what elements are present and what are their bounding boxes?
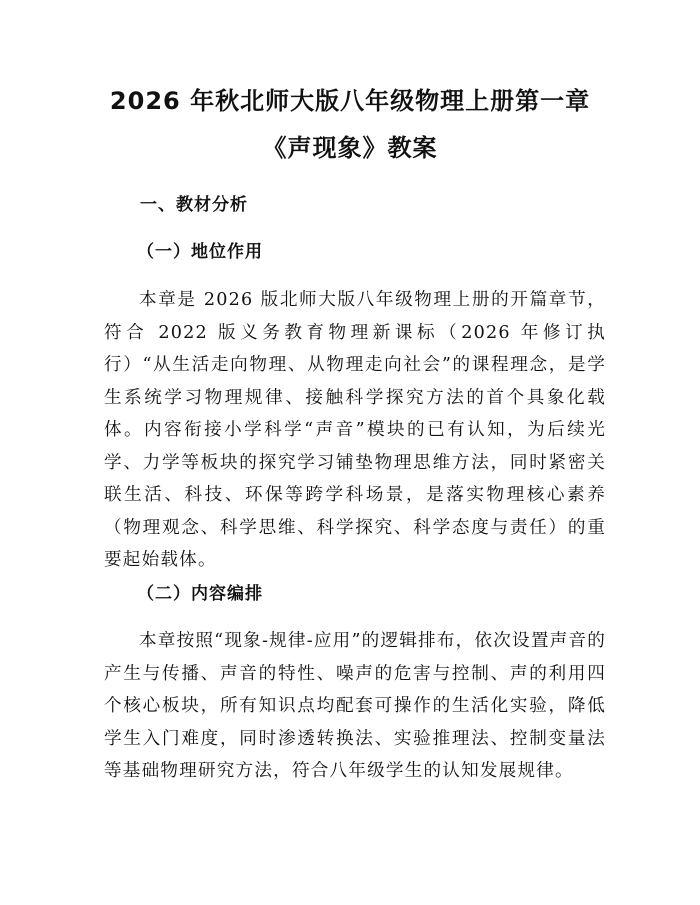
document-title-line2: 《声现象》教案	[262, 134, 438, 162]
document-title-line1: 2026 年秋北师大版八年级物理上册第一章	[109, 87, 591, 115]
paragraph-position-role: 本章是 2026 版北师大版八年级物理上册的开篇章节，符合 2022 版义务教育物理新课标（2026 年修订执行）“从生活走向物理、从物理走向社会”的课程理念，是学生系统学习物理规律、接触科学探究方法的首个具象化载体。内容衔接小学科学“声音”模块的已有认知，为后续光学、力学等板块的探究学习铺垫物理思维方法，同时紧密关联生活、科技、环保等跨学科场景，是落实物理核心素养（物理观念、科学思维、科学探究、科学态度与责任）的重要起始载体。	[104, 290, 606, 570]
section-heading-teaching-material-analysis: 一、教材分析	[140, 195, 248, 215]
subsection-heading-position-role: （一）地位作用	[137, 242, 263, 262]
paragraph-content-arrangement: 本章按照“现象-规律-应用”的逻辑排布，依次设置声音的产生与传播、声音的特性、噪声的危害与控制、声的利用四个核心板块，所有知识点均配套可操作的生活化实验，降低学生入门难度，同时渗透转换法、实验推理法、控制变量法等基础物理研究方法，符合八年级学生的认知发展规律。	[104, 631, 606, 781]
subsection-heading-content-arrangement: （二）内容编排	[137, 584, 263, 604]
